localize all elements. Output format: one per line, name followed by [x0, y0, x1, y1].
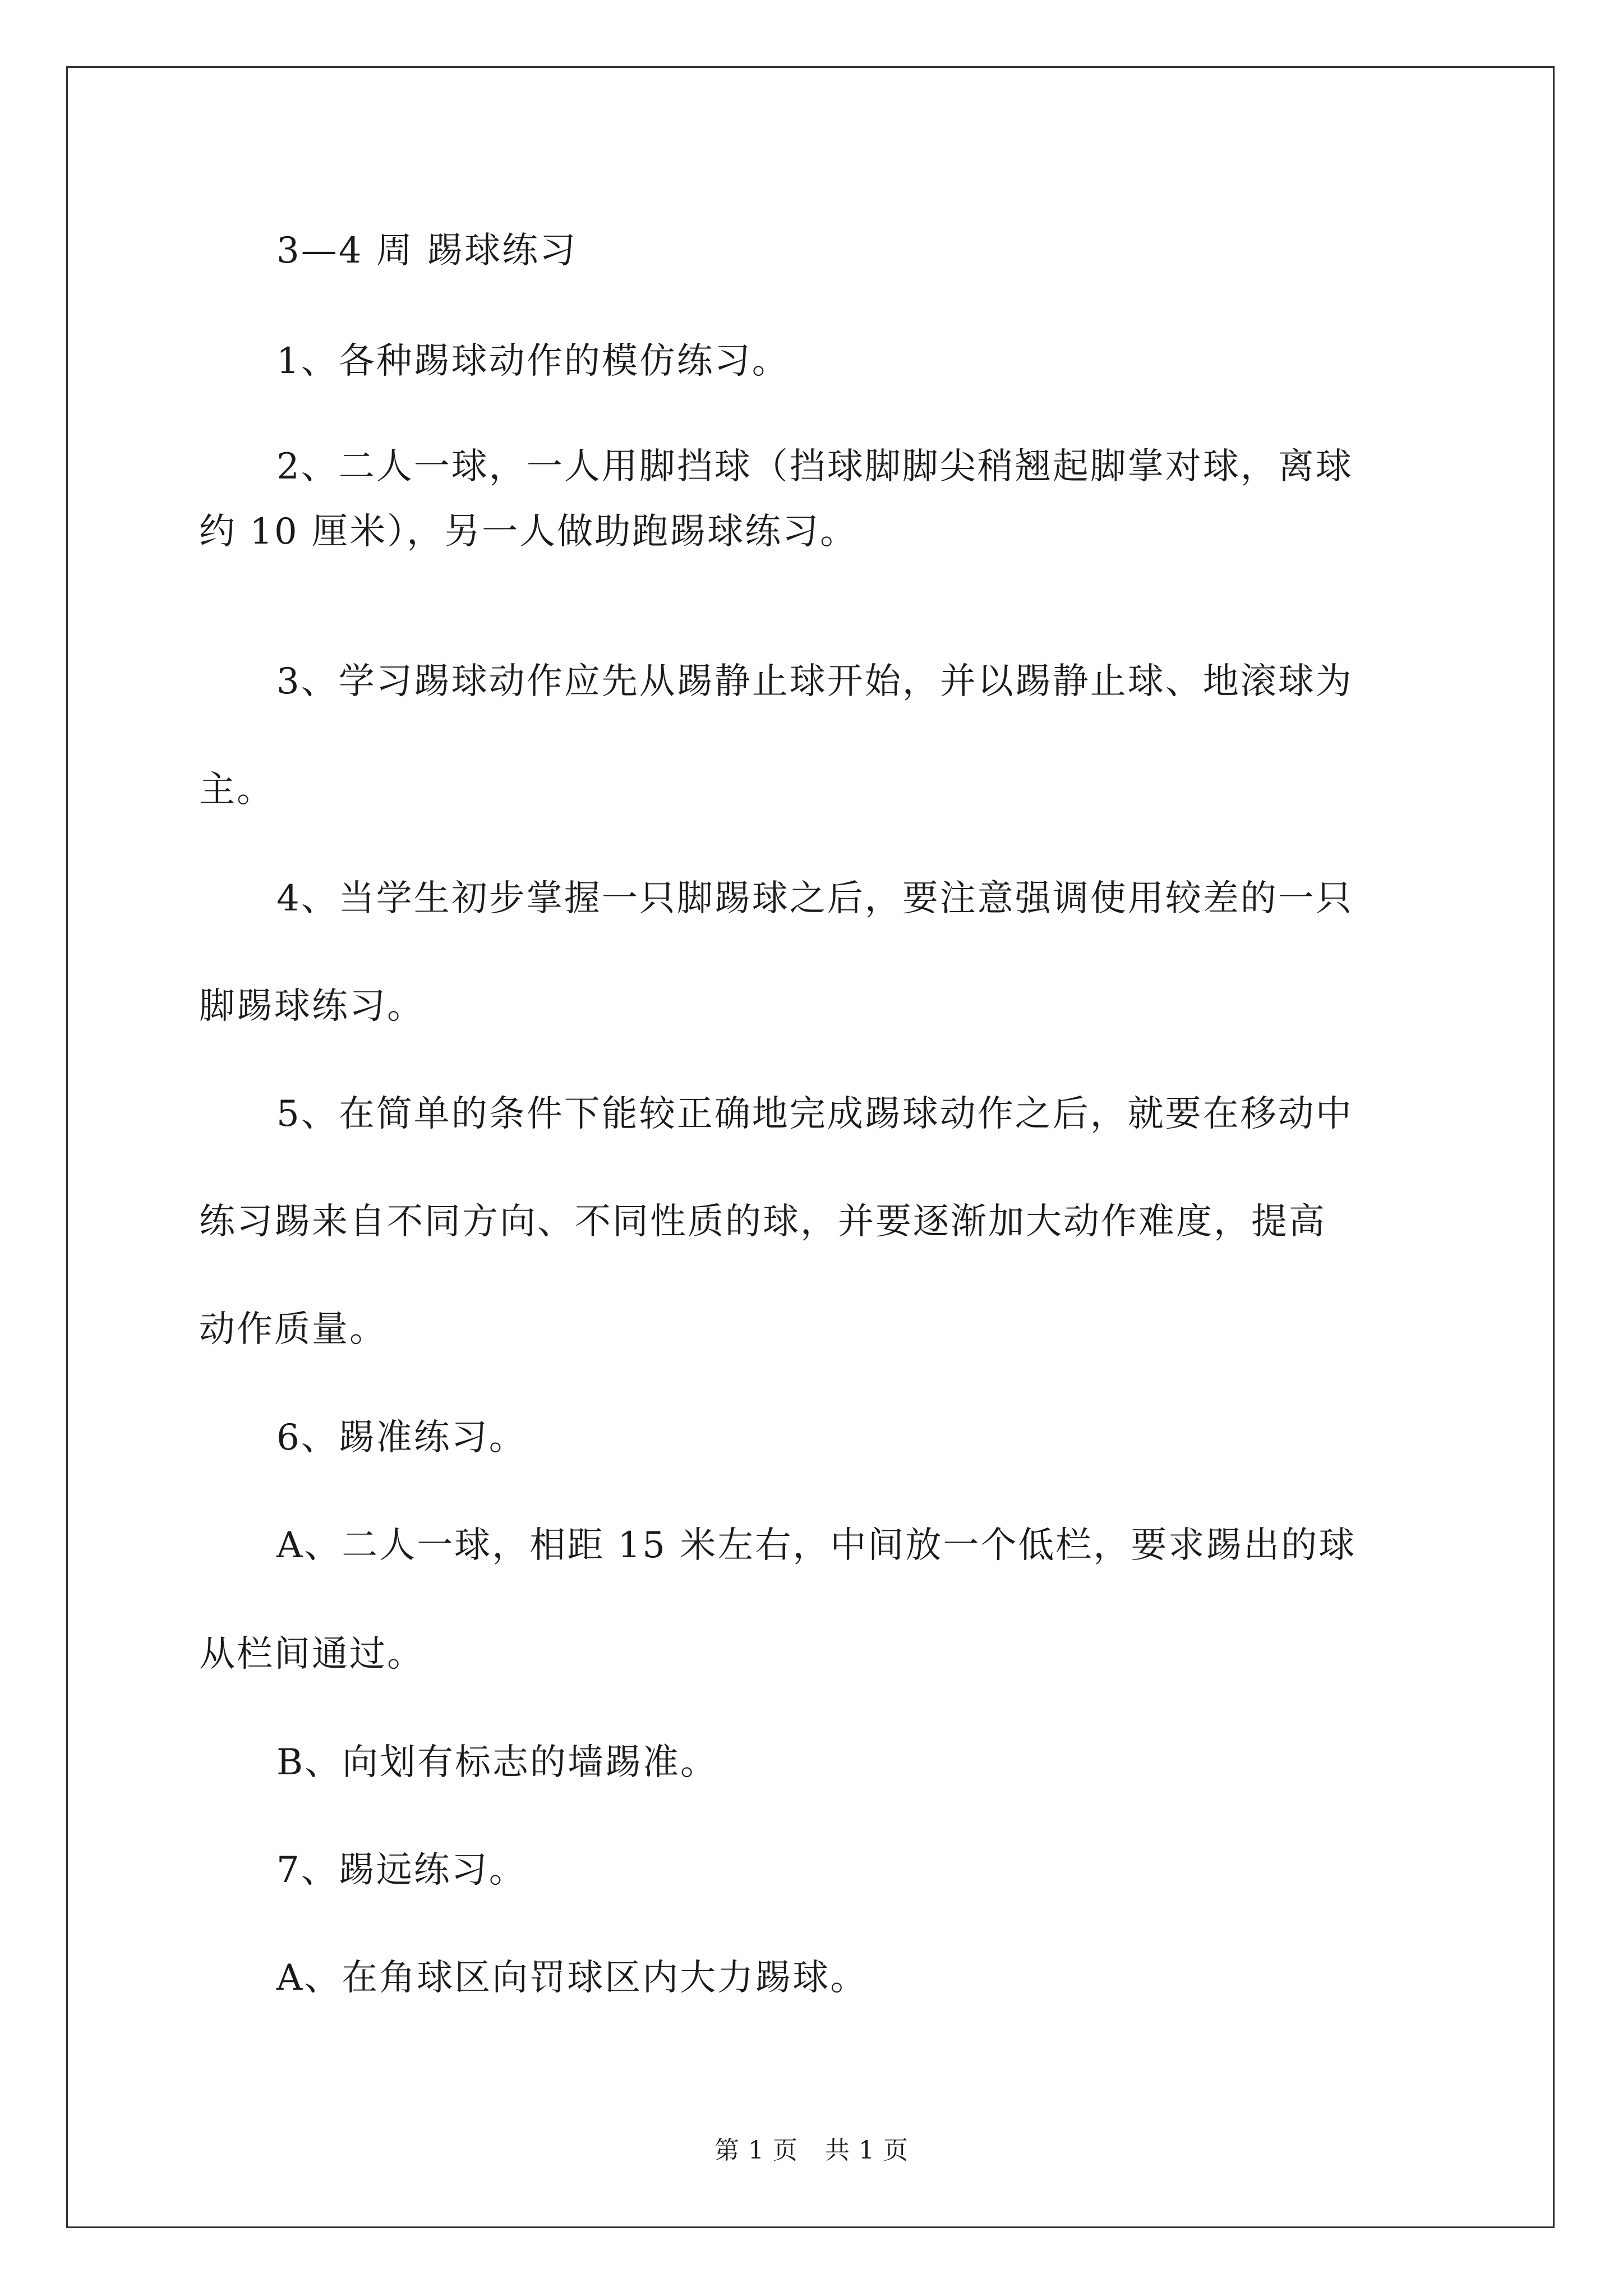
paragraph-line: 练习踢来自不同方向、不同性质的球，并要逐渐加大动作难度，提高 — [199, 1201, 1326, 1243]
page-number: 第 1 页 — [714, 2136, 798, 2165]
paragraph-line: 约 10 厘米），另一人做助跑踢球练习。 — [199, 511, 858, 553]
paragraph-line: 脚踢球练习。 — [199, 986, 425, 1027]
page-footer — [0, 2135, 1623, 2166]
paragraph-line: B、向划有标志的墙踢准。 — [276, 1742, 718, 1783]
paragraph-line: 7、踢远练习。 — [276, 1849, 527, 1891]
paragraph-line: 5、在简单的条件下能较正确地完成踢球动作之后，就要在移动中 — [276, 1093, 1353, 1135]
paragraph-line: 3、学习踢球动作应先从踢静止球开始，并以踢静止球、地滚球为 — [276, 661, 1353, 702]
paragraph-line: 1、各种踢球动作的模仿练习。 — [276, 341, 790, 382]
paragraph-line: 6、踢准练习。 — [276, 1417, 527, 1458]
paragraph-line: 主。 — [199, 769, 274, 811]
paragraph-line: 4、当学生初步掌握一只脚踢球之后，要注意强调使用较差的一只 — [276, 878, 1353, 919]
page-total: 共 1 页 — [825, 2136, 909, 2165]
paragraph-line: A、二人一球，相距 15 米左右，中间放一个低栏，要求踢出的球 — [276, 1525, 1357, 1566]
paragraph-line: 2、二人一球，一人用脚挡球（挡球脚脚尖稍翘起脚掌对球，离球 — [276, 446, 1353, 487]
section-heading: 3—4 周 踢球练习 — [276, 230, 578, 272]
page-border — [66, 66, 1555, 2228]
paragraph-line: A、在角球区向罚球区内大力踢球。 — [276, 1957, 868, 1999]
paragraph-line: 动作质量。 — [199, 1309, 387, 1350]
paragraph-line: 从栏间通过。 — [199, 1634, 425, 1675]
